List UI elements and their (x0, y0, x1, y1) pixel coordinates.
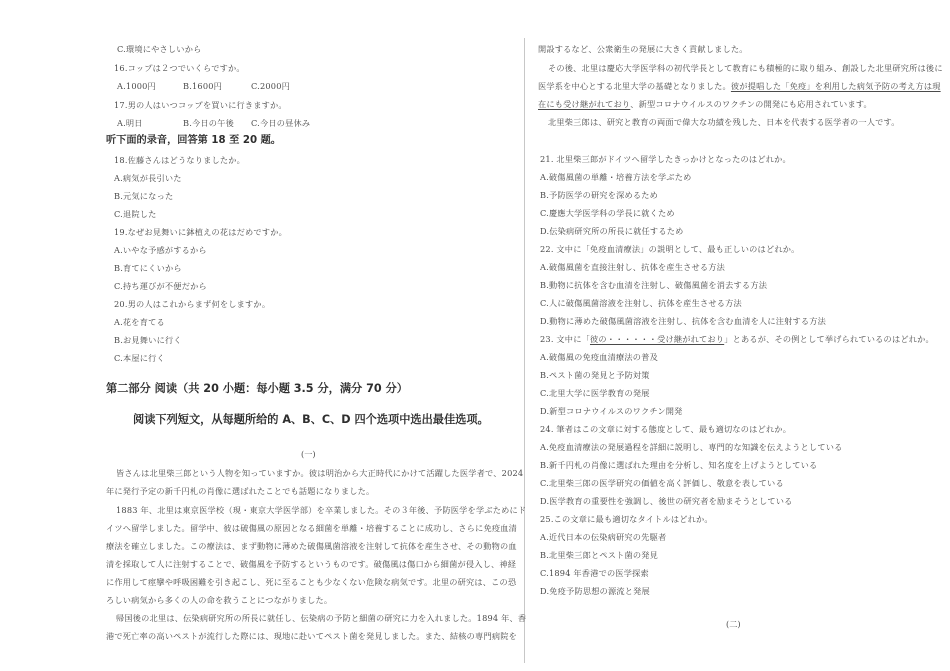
q25-option-a: A.近代日本の伝染病研究の先駆者 (540, 532, 667, 542)
q24-option-a: A.免疫血清療法の発展過程を詳細に説明し、専門的な知識を伝えようとしている (540, 442, 843, 452)
q21-option-c: C.慶應大学医学科の学長に就くため (540, 208, 675, 218)
q19-option-b: B.育てにくいから (114, 263, 182, 273)
q23-text: 23. 文中に「 (540, 334, 590, 344)
q25-option-b: B.北里柴三郎とペスト菌の発見 (540, 550, 659, 560)
passage-continuation: 開設するなど、公衆衛生の発展に大きく貢献しました。 (538, 44, 748, 54)
q21-option-b: B.予防医学の研究を深めるため (540, 190, 659, 200)
underlined-passage-text: 彼が提唱した「免疫」を利用した病気予防の考え方は現 (730, 81, 941, 91)
q18-option-c: C.退院した (114, 209, 157, 219)
passage-line: イツへ留学しました。留学中、彼は破傷風の原因となる細菌を単離・培養することに成功し、さらに免疫血清 (106, 523, 517, 533)
q22-option-d: D.動物に薄めた破傷風菌溶液を注射し、抗体を含む血清を人に注射する方法 (540, 316, 827, 326)
passage-line: 皆さんは北里柴三郎という人物を知っていますか。彼は明治から大正時代にかけて活躍した医学者で、2024 (116, 468, 524, 478)
passage-2-label: (二) (726, 619, 741, 629)
q23-option-c: C.北里大学に医学教育の発展 (540, 388, 650, 398)
q22-question: 22. 文中に「免疫血清療法」の説明として、最も正しいのはどれか。 (540, 244, 800, 254)
q23-option-b: B.ペスト菌の発見と予防対策 (540, 370, 650, 380)
underlined-passage-text: 在にも受け継がれており (538, 99, 631, 109)
q20-option-c: C.本屋に行く (114, 353, 165, 363)
q23-text: 」とあるが、その例として挙げられているのはどれか。 (724, 334, 934, 344)
q24-option-d: D.医学教育の重要性を強調し、後世の研究者を励まそうとしている (540, 496, 793, 506)
q22-option-b: B.動物に抗体を含む血清を注射し、破傷風菌を消去する方法 (540, 280, 768, 290)
passage-1-label: (一) (301, 449, 316, 459)
q23-option-a: A.破傷風の免疫血清療法の普及 (540, 352, 658, 362)
q20-option-a: A.花を育てる (114, 317, 165, 327)
q21-option-a: A.破傷風菌の単離・培養方法を学ぶため (540, 172, 692, 182)
q18-option-b: B.元気になった (114, 191, 174, 201)
q23-option-d: D.新型コロナウイルスのワクチン開発 (540, 406, 683, 416)
q23-question (540, 334, 934, 344)
passage-line: 年に発行予定の新千円札の肖像に選ばれたことでも話題になりました。 (106, 486, 375, 496)
q16-question: 16.コップは２つでいくらですか。 (114, 63, 245, 73)
q23-underlined-quote: 彼の・・・・・・受け継がれており (589, 334, 725, 344)
q17-option-a: A.明日 (117, 118, 143, 128)
passage-line: 港で死亡率の高いペストが流行した際には、現地に赴いてペスト菌を発見しました。また、結核の専門病院を (106, 631, 517, 641)
q19-question: 19.なぜお見舞いに鉢植えの花はだめですか。 (114, 227, 287, 237)
passage-text: 、新型コロナウイルスのワクチンの開発にも応用されています。 (630, 99, 872, 109)
part2-heading: 第二部分 阅读（共 20 小题：每小题 3.5 分，满分 70 分） (106, 382, 408, 395)
passage-line: 清を採取して人に注射することで、破傷風を予防するというものです。破傷風は傷口から細菌が侵入し、神経 (106, 559, 517, 569)
q20-question: 20.男の人はこれからまず何をしますか。 (114, 299, 271, 309)
reading-instruction: 阅读下列短文，从每题所给的 A、B、C、D 四个选项中选出最佳选项。 (133, 413, 489, 426)
q25-question: 25.この文章に最も適切なタイトルはどれか。 (540, 514, 713, 524)
q21-question: 21. 北里柴三郎がドイツへ留学したきっかけとなったのはどれか。 (540, 154, 791, 164)
q20-option-b: B.お見舞いに行く (114, 335, 182, 345)
passage-line: 1883 年、北里は東京医学校（現・東京大学医学部）を卒業しました。その３年後、予防医学を学ぶためにド (116, 505, 527, 515)
passage-line: ろしい病気から多くの人の命を救うことにつながりました。 (106, 595, 333, 605)
q22-option-a: A.破傷風菌を直接注射し、抗体を産生させる方法 (540, 262, 726, 272)
passage-text: 医学系を中心とする北里大学の基礎となりました。 (538, 81, 731, 91)
q16-option-c: C.2000円 (251, 81, 290, 91)
listening-heading: 听下面的录音，回答第 18 至 20 题。 (106, 135, 281, 146)
q19-option-a: A.いやな予感がするから (114, 245, 207, 255)
column-divider (524, 38, 525, 663)
passage-line: 帰国後の北里は、伝染病研究所の所長に就任し、伝染病の予防と細菌の研究に力を入れました。1894 年、香 (116, 613, 527, 623)
q22-option-c: C.人に破傷風菌溶液を注射し、抗体を産生させる方法 (540, 298, 742, 308)
q25-option-d: D.免疫予防思想の源流と発展 (540, 586, 650, 596)
q16-option-a: A.1000円 (117, 81, 156, 91)
q21-option-d: D.伝染病研究所の所長に就任するため (540, 226, 684, 236)
q17-question: 17.男の人はいつコップを買いに行きますか。 (114, 100, 287, 110)
q16-option-b: B.1600円 (183, 81, 223, 91)
q17-option-b: B.今日の午後 (183, 118, 234, 128)
passage-continuation (538, 81, 941, 91)
q24-question: 24. 筆者はこの文章に対する態度として、最も適切なのはどれか。 (540, 424, 792, 434)
passage-continuation: 北里柴三郎は、研究と教育の両面で偉大な功績を残した、日本を代表する医学者の一人です。 (548, 117, 900, 127)
q18-question: 18.佐藤さんはどうなりましたか。 (114, 155, 246, 165)
q24-option-b: B.新千円札の肖像に選ばれた理由を分析し、知名度を上げようとしている (540, 460, 818, 470)
q19-option-c: C.持ち運びが不便だから (114, 281, 207, 291)
q24-option-c: C.北里柴三郎の医学研究の価値を高く評価し、敬意を表している (540, 478, 784, 488)
passage-line: に作用して痙攣や呼吸困難を引き起こし、死に至ることも少なくない危険な病気です。北里の研究は、この恐 (106, 577, 517, 587)
passage-line: 療法を確立しました。この療法は、まず動物に薄めた破傷風菌溶液を注射して抗体を産生させ、その動物の血 (106, 541, 517, 551)
q18-option-a: A.病気が長引いた (114, 173, 182, 183)
passage-continuation (538, 99, 872, 109)
q15-option-c: C.環境にやさしいから (117, 44, 202, 54)
passage-continuation: その後、北里は慶応大学医学科の初代学長として教育にも積極的に取り組み、創設した北里研究所は後に (548, 63, 943, 73)
q17-option-c: C.今日の昼休み (251, 118, 311, 128)
q25-option-c: C.1894 年香港での医学探索 (540, 568, 649, 578)
